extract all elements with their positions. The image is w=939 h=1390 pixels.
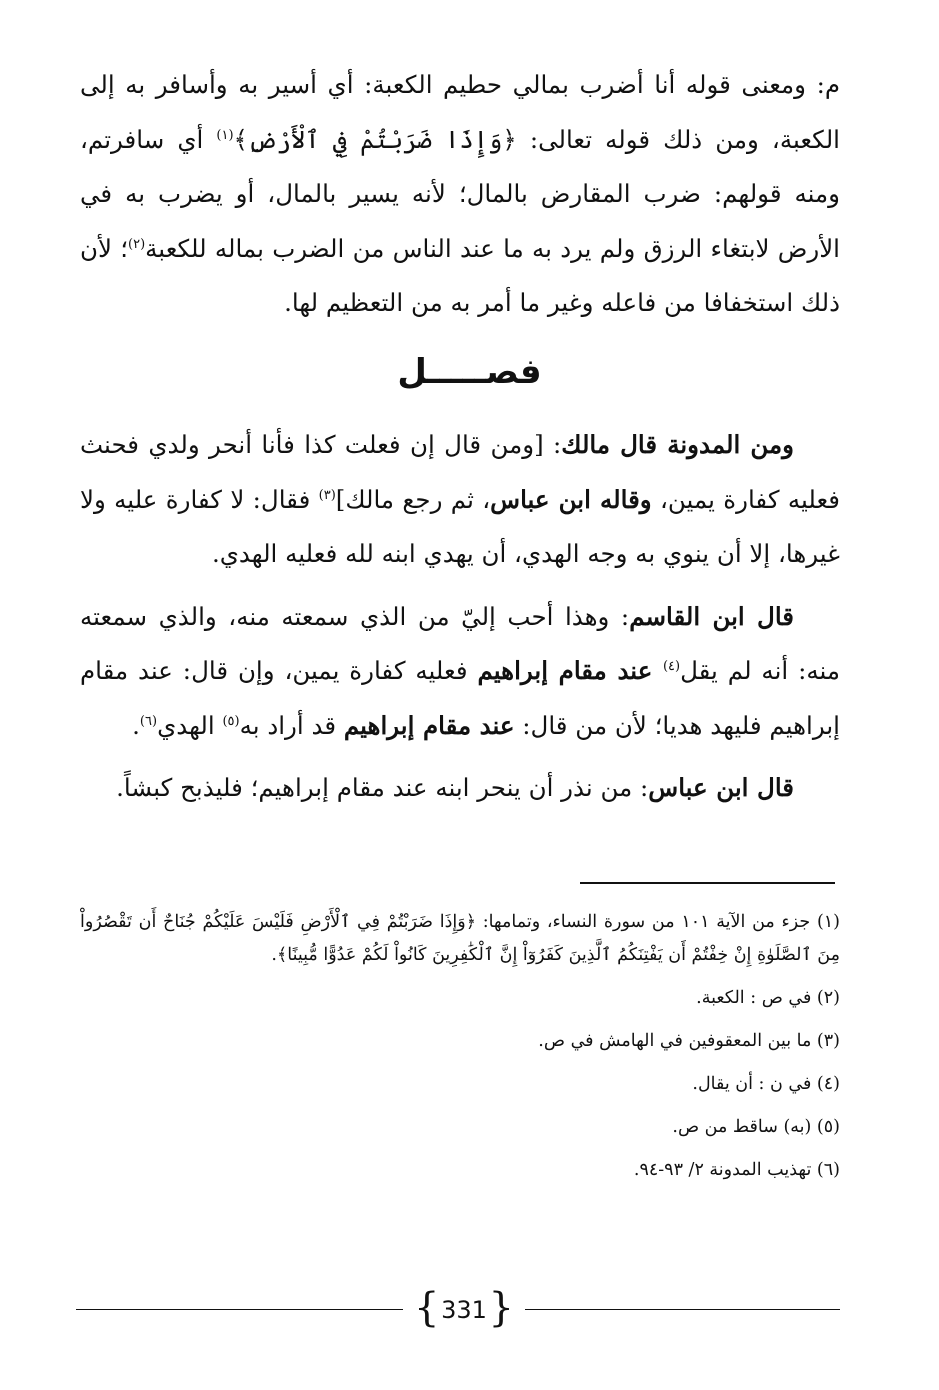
paragraph-text: . [132,710,140,740]
section-title: فصـــــل [397,352,542,392]
footnote-4: (٤) في ن : أن يقال. [692,1074,840,1094]
paragraph-ibn-abbas [80,761,840,816]
top-paragraph-block [80,58,840,331]
footnote-text: جزء من الآية ١٠١ من سورة النساء، وتمامها: [475,912,817,932]
bold-phrase: قال ابن عباس [648,773,794,802]
page-footer [76,1288,840,1332]
footnote-1 [80,906,840,972]
bold-phrase: ومن المدونة قال مالك [561,430,794,459]
paragraph-ibn-alqasim [80,590,840,754]
bold-phrase: وقاله ابن عباس [490,484,652,514]
page-number: { 331 } [412,1288,516,1332]
bold-phrase: قال ابن القاسم [629,601,795,631]
paragraph-text: قد أراد به [239,710,344,740]
section-body [80,418,840,824]
paragraph-text: ؛ لأن ذلك استخفافا من فاعله وغير ما أمر به من التعظيم لها. [80,233,840,317]
paragraph-text: أي سافرتم، ومنه قولهم: ضرب المقارض بالمال؛ لأنه يسير بالمال، أو يضرب به في الأرض لابتغاء الرزق ولم يرد به ما عند الناس من الضرب بماله للكعبة [80,124,840,263]
footnote-6: (٦) تهذيب المدونة ٢/ ٩٣-٩٤. [633,1160,840,1180]
bold-phrase: عند مقام إبراهيم [477,656,663,685]
paragraph-text: ، ثم رجع مالك] [335,484,491,514]
quran-verse: ﴿وَإِذَا ضَرَبْتُمْ فِي ٱلْأَرْضِ﴾ [233,124,517,154]
footnote-ref: (٦) [139,713,158,729]
paragraph-meaning-of-strike [80,58,840,331]
footnotes [80,906,840,1197]
paragraph-text: الهدي [157,710,223,740]
footnote-ref: (٥) [222,713,240,729]
footnote-ref: (٤) [662,658,681,674]
paragraph-text: م: ومعنى قوله أنا أضرب بمالي حطيم الكعبة: أي أسير به وأسافر به إلى الكعبة، ومن ذلك قوله تعالى: [80,70,840,154]
footnote-ref: (١) [216,127,234,143]
footer-rule-left [76,1309,403,1310]
footnote-2: (٢) في ص : الكعبة. [696,988,840,1008]
footnote-separator [580,882,835,884]
paragraph-mudawwana [80,418,840,582]
footnote-ref: (٢) [128,236,146,252]
paragraph-text: فقال: لا كفارة عليه ولا غيرها، إلا أن ينوي به وجه الهدي، أن يهدي ابنه لله فعليه الهدي. [80,484,840,568]
paragraph-text: : من نذر أن ينحر ابنه عند مقام إبراهيم؛ فليذبح كبشاً. [116,773,649,802]
paragraph-text: : وهذا أحب إليّ من الذي سمعته منه، والذي سمعته منه: أنه لم يقل [80,601,840,685]
footer-rule-right [525,1309,840,1310]
footnote-text: . [271,945,277,965]
bold-phrase: عند مقام إبراهيم [343,710,515,740]
paragraph-text: : [ومن قال إن فعلت كذا فأنا أنحر ولدي فحنث فعليه كفارة يمين، [80,430,841,514]
footnote-ref: (٣) [318,487,336,503]
footnote-3: (٣) ما بين المعقوفين في الهامش في ص. [538,1031,840,1051]
footnote-5: (٥) (به) ساقط من ص. [672,1117,840,1137]
quran-verse: ﴿وَإِذَا ضَرَبْتُمْ فِي ٱلْأَرْضِ فَلَيْسَ عَلَيْكُمْ جُنَاحٌ أَن تَقْصُرُواْ مِنَ ٱلصَّلَوٰةِ إِنْ خِفْتُمْ أَن يَفْتِنَكُمُ ٱلَّذِينَ كَفَرُوٓاْ إِنَّ ٱلْكَٰفِرِينَ كَانُواْ لَكُمْ عَدُوًّا مُّبِينًا﴾ [80,912,840,965]
footnote-number: (١) [816,912,840,932]
paragraph-text: فعليه كفارة يمين، وإن قال: عند مقام إبراهيم فليهد هديا؛ لأن من قال: [80,656,840,740]
